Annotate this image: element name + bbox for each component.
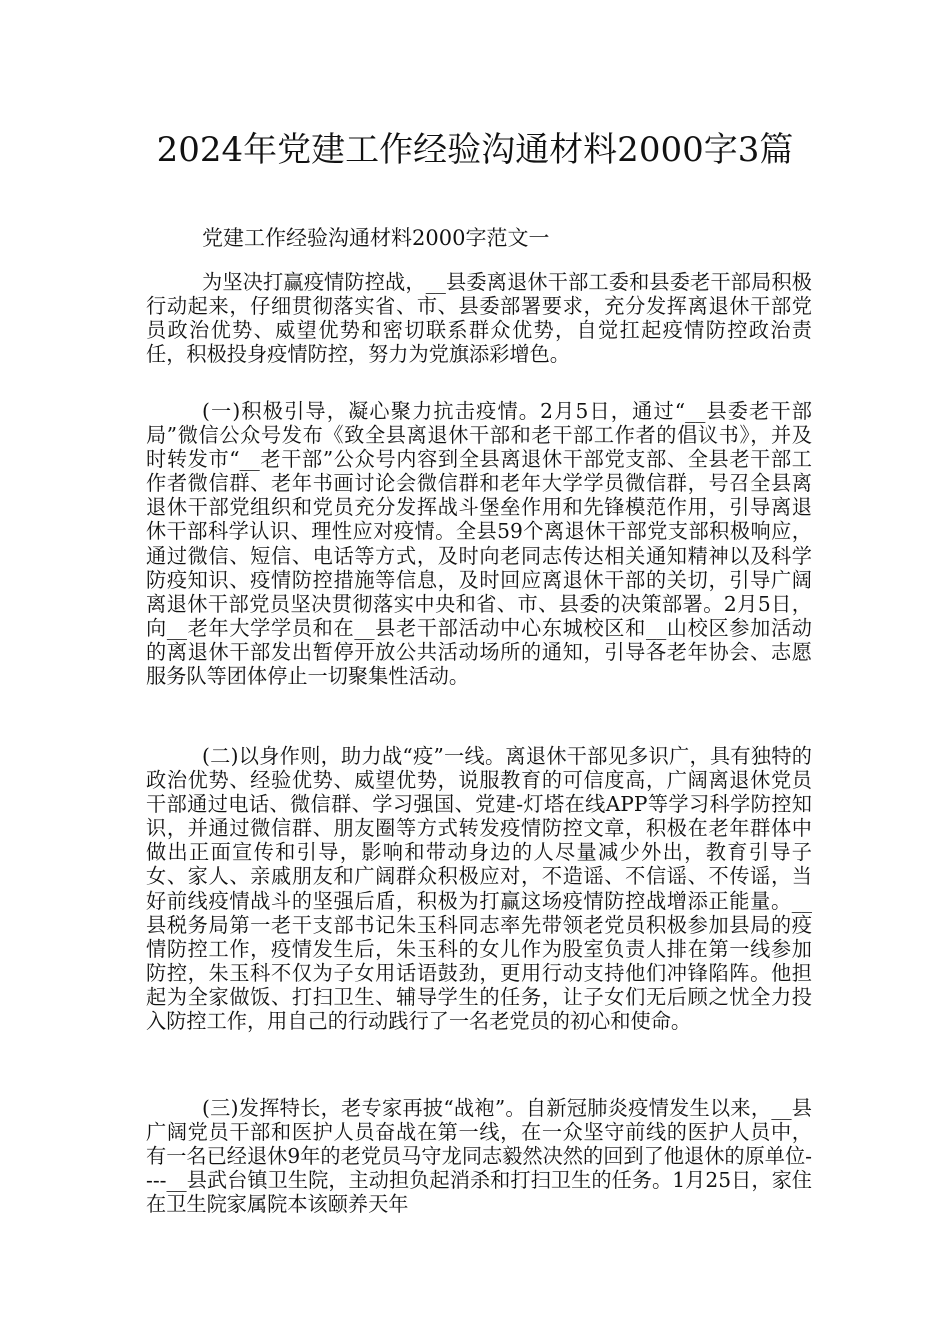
paragraph-intro: 为坚决打赢疫情防控战，__县委离退休干部工委和县委老干部局积极行动起来，仔细贯彻落实省、市、县委部署要求，充分发挥离退休干部党员政治优势、威望优势和密切联系群众优势，自觉扛起疫情防控政治责任，积极投身疫情防控，努力为党旗添彩增色。 (146, 270, 812, 367)
paragraph-section-1: (一)积极引导，凝心聚力抗击疫情。2月5日，通过“__县委老干部局”微信公众号发布《致全县离退休干部和老干部工作者的倡议书》，并及时转发市“__老干部”公众号内容到全县离退休干部党支部、全县老干部工作者微信群、老年书画讨论会微信群和老年大学学员微信群，号召全县离退休干部党组织和党员充分发挥战斗堡垒作用和先锋模范作用，引导离退休干部科学认识、理性应对疫情。全县59个离退休干部党支部积极响应，通过微信、短信、电话等方式，及时向老同志传达相关通知精神以及科学防疫知识、疫情防控措施等信息，及时回应离退休干部的关切，引导广阔离退休干部党员坚决贯彻落实中央和省、市、县委的决策部署。2月5日，向__老年大学学员和在__县老干部活动中心东城校区和__山校区参加活动的离退休干部发出暂停开放公共活动场所的通知，引导各老年协会、志愿服务队等团体停止一切聚集性活动。 (146, 399, 812, 689)
paragraph-section-2: (二)以身作则，助力战“疫”一线。离退休干部见多识广，具有独特的政治优势、经验优势、威望优势，说服教育的可信度高，广阔离退休党员干部通过电话、微信群、学习强国、党建-灯塔在线APP等学习科学防控知识，并通过微信群、朋友圈等方式转发疫情防控文章，积极在老年群体中做出正面宣传和引导，影响和带动身边的人尽量减少外出，教育引导子女、家人、亲戚朋友和广阔群众积极应对，不造谣、不信谣、不传谣，当好前线疫情战斗的坚强后盾，积极为打赢这场疫情防控战增添正能量。__县税务局第一老干支部书记朱玉科同志率先带领老党员积极参加县局的疫情防控工作，疫情发生后，朱玉科的女儿作为股室负责人排在第一线参加防控，朱玉科不仅为子女用话语鼓劲，更用行动支持他们冲锋陷阵。他担起为全家做饭、打扫卫生、辅导学生的任务，让子女们无后顾之忧全力投入防控工作，用自己的行动践行了一名老党员的初心和使命。 (146, 744, 812, 1034)
document-title: 2024年党建工作经验沟通材料2000字3篇 (156, 130, 794, 170)
paragraph-section-3: (三)发挥特长，老专家再披“战袍”。自新冠肺炎疫情发生以来，__县广阔党员干部和医护人员奋战在第一线，在一众坚守前线的医护人员中，有一名已经退休9年的老党员马守龙同志毅然决然的回到了他退休的原单位----__县武台镇卫生院，主动担负起消杀和打扫卫生的任务。1月25日，家住在卫生院家属院本该颐养天年 (146, 1096, 812, 1217)
section-heading: 党建工作经验沟通材料2000字范文一 (202, 226, 550, 250)
